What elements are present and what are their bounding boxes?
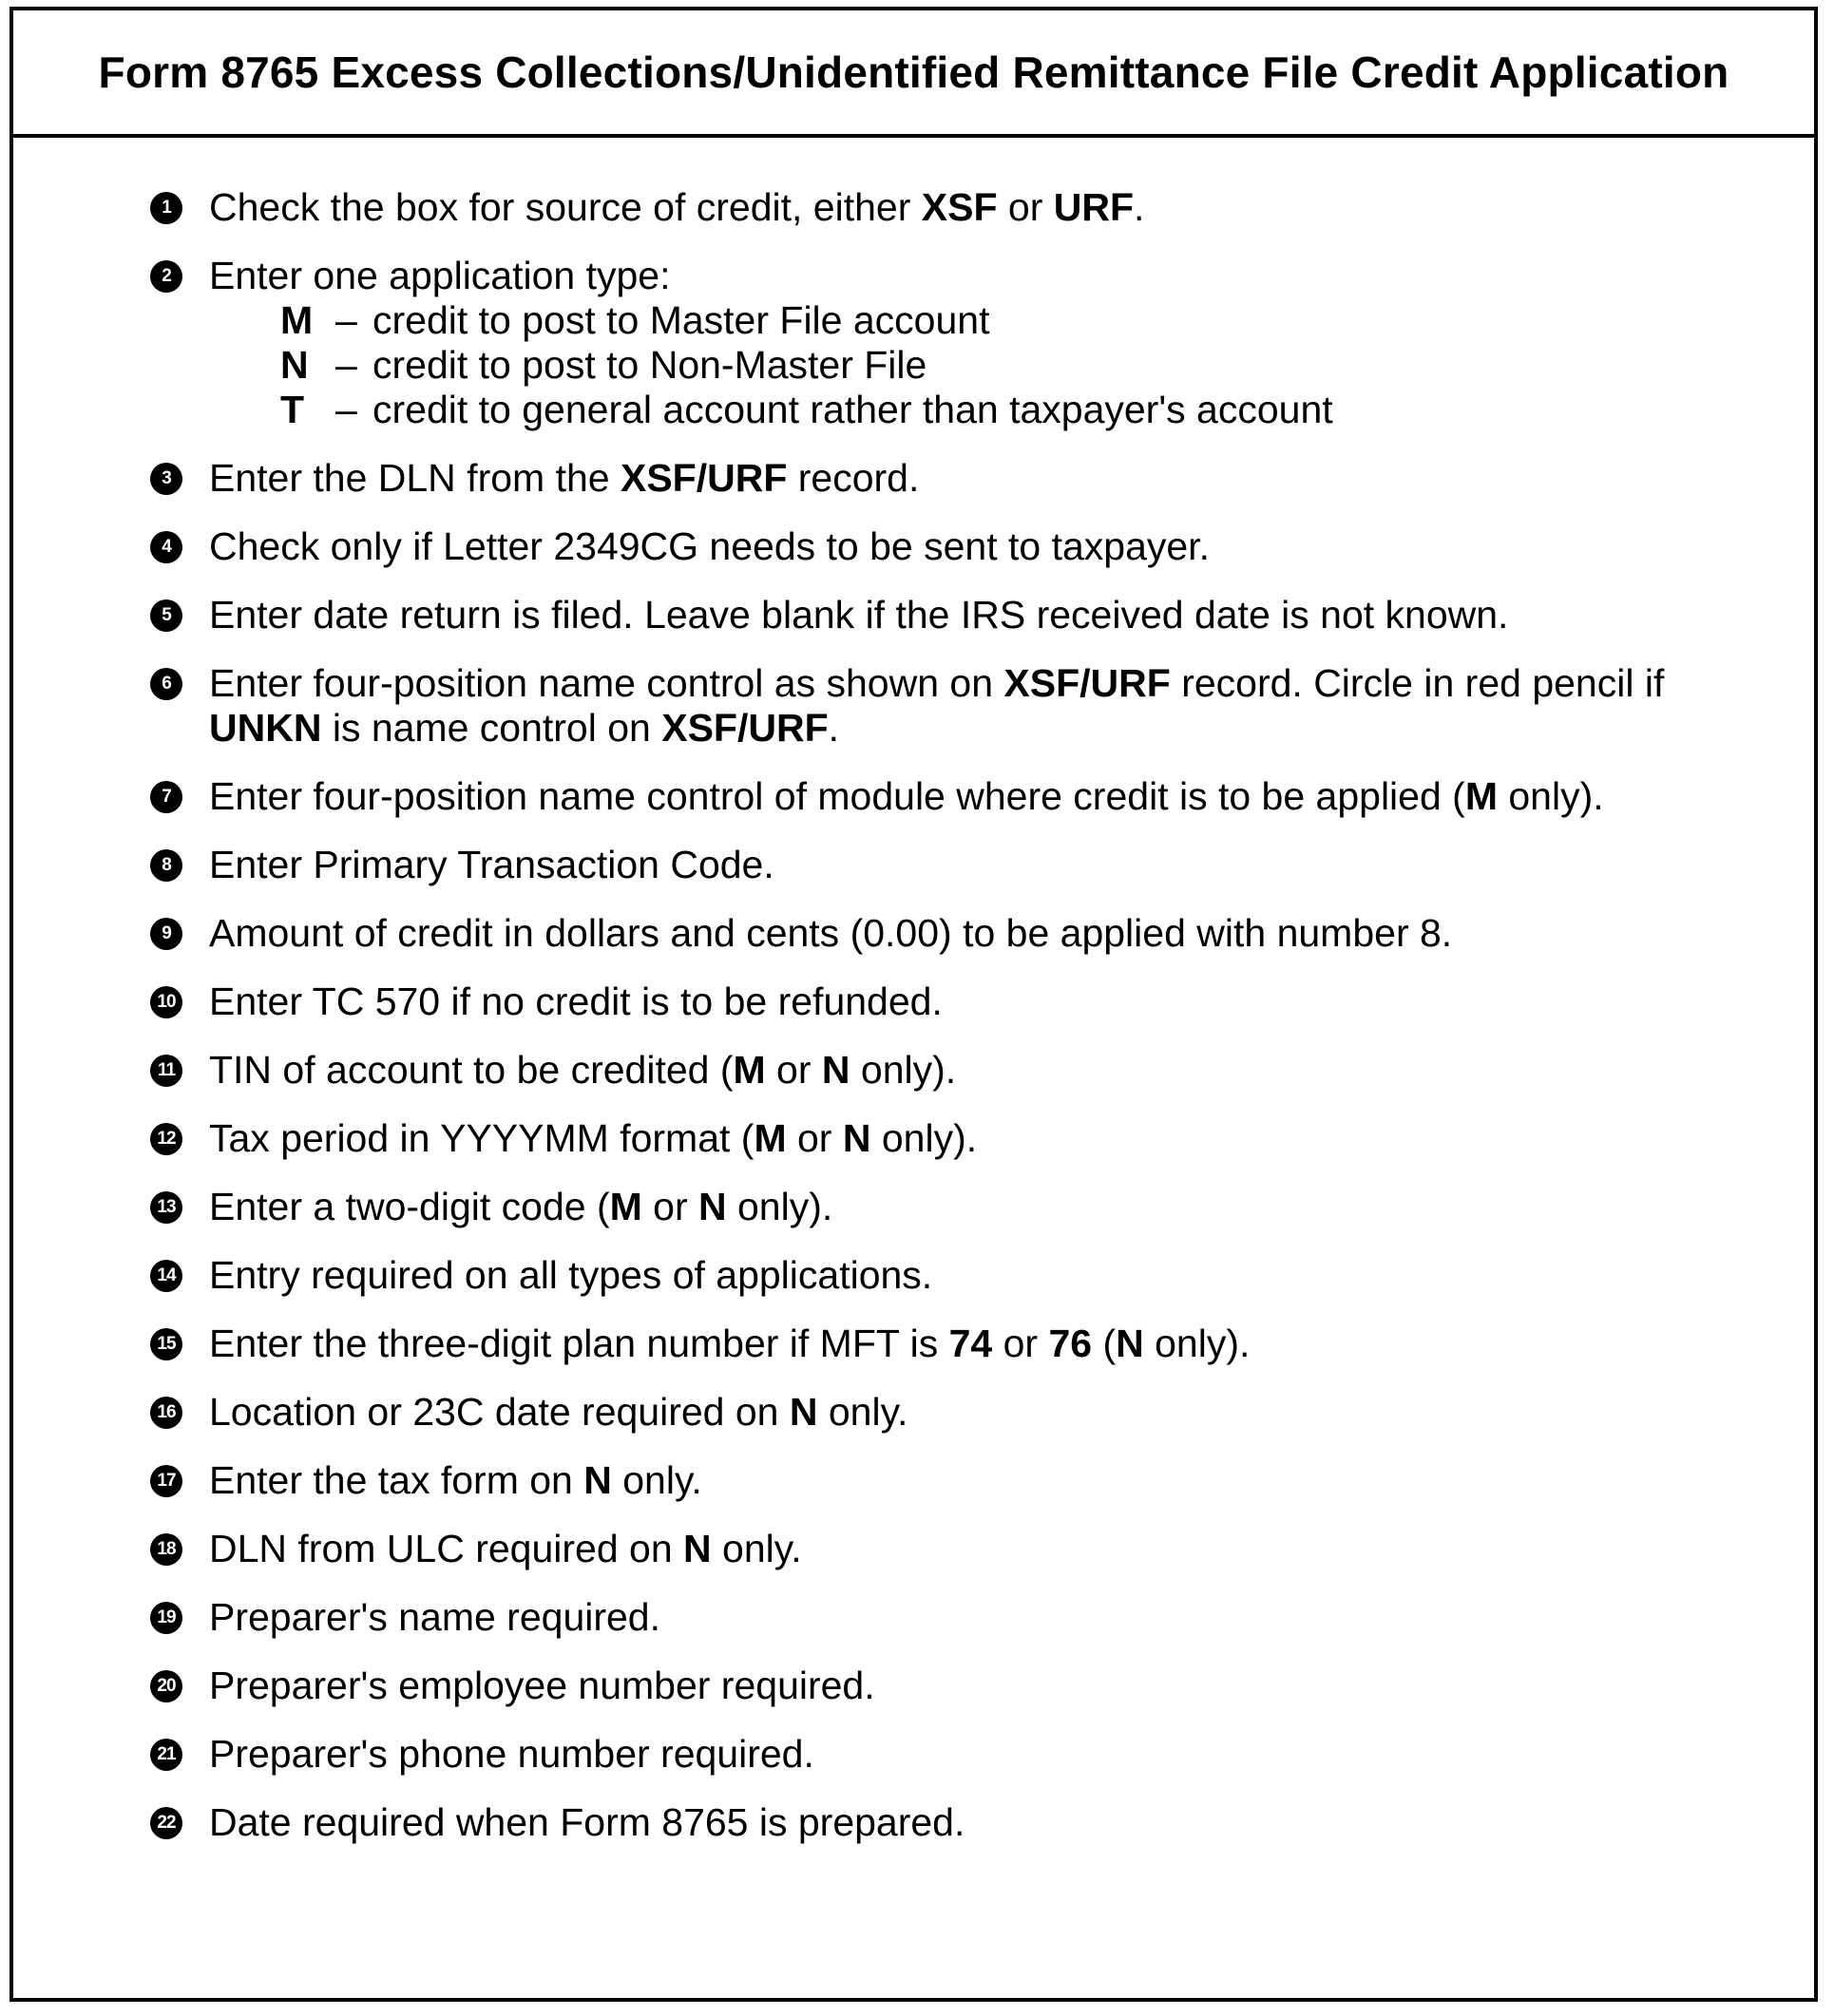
bold-term: N bbox=[821, 1048, 850, 1092]
text-segment: Date required when Form 8765 is prepared. bbox=[209, 1800, 965, 1844]
text-segment: Enter one application type: bbox=[209, 254, 671, 297]
instruction-line bbox=[209, 1664, 1814, 1708]
list-item bbox=[13, 593, 1814, 637]
text-segment: or bbox=[992, 1322, 1049, 1365]
number-badge-icon: 22 bbox=[150, 1807, 182, 1839]
instruction-list bbox=[13, 138, 1814, 1845]
instruction-line bbox=[209, 1800, 1814, 1845]
instruction-line bbox=[209, 1390, 1814, 1435]
list-item bbox=[13, 1390, 1814, 1435]
instruction-line bbox=[209, 254, 1814, 298]
list-item bbox=[13, 456, 1814, 501]
bold-term: N bbox=[698, 1185, 727, 1228]
dash: – bbox=[335, 388, 357, 431]
option-code: N bbox=[280, 343, 309, 387]
list-item bbox=[13, 1185, 1814, 1229]
number-badge-icon: 10 bbox=[150, 986, 182, 1018]
list-item bbox=[13, 774, 1814, 819]
text-segment: Enter the tax form on bbox=[209, 1458, 584, 1502]
bold-term: XSF/URF bbox=[1003, 661, 1171, 705]
instruction-line bbox=[209, 1253, 1814, 1298]
bold-term: N bbox=[683, 1527, 712, 1570]
option-description: credit to post to Non-Master File bbox=[373, 343, 927, 387]
application-type-option bbox=[209, 343, 1814, 388]
text-segment: only). bbox=[870, 1116, 978, 1160]
text-segment: Enter Primary Transaction Code. bbox=[209, 843, 774, 886]
bold-term: N bbox=[583, 1458, 612, 1502]
application-type-option bbox=[209, 298, 1814, 343]
instruction-line bbox=[209, 1048, 1814, 1093]
number-badge-icon: 8 bbox=[150, 849, 182, 882]
list-item bbox=[13, 185, 1814, 230]
instruction-line bbox=[209, 1116, 1814, 1161]
list-item bbox=[13, 843, 1814, 887]
instruction-line bbox=[209, 1322, 1814, 1366]
bold-term: XSF/URF bbox=[620, 456, 788, 500]
instruction-line bbox=[209, 706, 1814, 751]
instruction-line bbox=[209, 774, 1814, 819]
application-type-option bbox=[209, 388, 1814, 432]
text-segment: . bbox=[828, 706, 840, 750]
list-item bbox=[13, 1595, 1814, 1640]
list-item bbox=[13, 1458, 1814, 1503]
list-item bbox=[13, 1253, 1814, 1298]
list-item bbox=[13, 524, 1814, 569]
text-segment: Enter a two-digit code ( bbox=[209, 1185, 610, 1228]
number-badge-icon: 13 bbox=[150, 1191, 182, 1224]
text-segment: only). bbox=[1497, 774, 1604, 818]
text-segment: or bbox=[786, 1116, 843, 1160]
bold-term: UNKN bbox=[209, 706, 322, 750]
option-description: credit to post to Master File account bbox=[373, 298, 990, 342]
bold-term: N bbox=[842, 1116, 871, 1160]
list-item bbox=[13, 1322, 1814, 1366]
text-segment: record. Circle in red pencil if bbox=[1170, 661, 1665, 705]
instruction-line bbox=[209, 1458, 1814, 1503]
text-segment: Location or 23C date required on bbox=[209, 1390, 790, 1434]
list-item bbox=[13, 1664, 1814, 1708]
number-badge-icon: 15 bbox=[150, 1328, 182, 1360]
list-item bbox=[13, 911, 1814, 956]
number-badge-icon: 2 bbox=[150, 260, 182, 293]
text-segment: Preparer's name required. bbox=[209, 1595, 661, 1639]
text-segment: Enter the three-digit plan number if MFT is bbox=[209, 1322, 949, 1365]
text-segment: only. bbox=[817, 1390, 908, 1434]
text-segment: or bbox=[997, 185, 1054, 229]
number-badge-icon: 21 bbox=[150, 1739, 182, 1771]
list-item bbox=[13, 1800, 1814, 1845]
bold-term: XSF/URF bbox=[661, 706, 829, 750]
bold-term: M bbox=[609, 1185, 642, 1228]
bold-term: 74 bbox=[948, 1322, 993, 1365]
text-segment: only. bbox=[711, 1527, 802, 1570]
text-segment: Enter the DLN from the bbox=[209, 456, 621, 500]
text-segment: Preparer's phone number required. bbox=[209, 1732, 814, 1776]
dash: – bbox=[335, 343, 357, 387]
number-badge-icon: 1 bbox=[150, 192, 182, 224]
list-item bbox=[13, 1732, 1814, 1777]
instruction-line bbox=[209, 593, 1814, 637]
instruction-line bbox=[209, 456, 1814, 501]
text-segment: . bbox=[1134, 185, 1145, 229]
text-segment: only. bbox=[611, 1458, 702, 1502]
number-badge-icon: 4 bbox=[150, 531, 182, 563]
instruction-line bbox=[209, 979, 1814, 1024]
list-item bbox=[13, 1048, 1814, 1093]
instruction-line bbox=[209, 185, 1814, 230]
list-item bbox=[13, 254, 1814, 432]
text-segment: Enter four-position name control as shown on bbox=[209, 661, 1004, 705]
number-badge-icon: 3 bbox=[150, 463, 182, 495]
number-badge-icon: 17 bbox=[150, 1465, 182, 1497]
text-segment: Check the box for source of credit, either bbox=[209, 185, 922, 229]
dash: – bbox=[335, 298, 357, 342]
instruction-line bbox=[209, 1527, 1814, 1571]
option-code: T bbox=[280, 388, 305, 431]
instruction-line bbox=[209, 843, 1814, 887]
number-badge-icon: 11 bbox=[150, 1055, 182, 1087]
text-segment: DLN from ULC required on bbox=[209, 1527, 684, 1570]
text-segment: record. bbox=[787, 456, 920, 500]
text-segment: Entry required on all types of applications. bbox=[209, 1253, 933, 1297]
text-segment: ( bbox=[1092, 1322, 1117, 1365]
number-badge-icon: 19 bbox=[150, 1602, 182, 1634]
text-segment: TIN of account to be credited ( bbox=[209, 1048, 734, 1092]
bold-term: N bbox=[1116, 1322, 1144, 1365]
option-description: credit to general account rather than taxpayer's account bbox=[373, 388, 1333, 431]
instruction-line bbox=[209, 911, 1814, 956]
bold-term: M bbox=[733, 1048, 766, 1092]
form-instructions-frame bbox=[10, 7, 1818, 2002]
text-segment: only). bbox=[850, 1048, 957, 1092]
text-segment: Enter four-position name control of module where credit is to be applied ( bbox=[209, 774, 1465, 818]
instruction-line bbox=[209, 661, 1814, 706]
bold-term: M bbox=[1464, 774, 1498, 818]
instruction-line bbox=[209, 1732, 1814, 1777]
page-title: Form 8765 Excess Collections/Unidentified Remittance File Credit Application bbox=[98, 48, 1729, 97]
text-segment: or bbox=[641, 1185, 698, 1228]
text-segment: is name control on bbox=[321, 706, 662, 750]
bold-term: M bbox=[754, 1116, 787, 1160]
text-segment: Preparer's employee number required. bbox=[209, 1664, 875, 1707]
number-badge-icon: 18 bbox=[150, 1533, 182, 1566]
list-item bbox=[13, 979, 1814, 1024]
text-segment: or bbox=[765, 1048, 822, 1092]
text-segment: only). bbox=[726, 1185, 833, 1228]
list-item bbox=[13, 1527, 1814, 1571]
number-badge-icon: 6 bbox=[150, 668, 182, 700]
bold-term: N bbox=[789, 1390, 818, 1434]
number-badge-icon: 16 bbox=[150, 1397, 182, 1429]
text-segment: Check only if Letter 2349CG needs to be sent to taxpayer. bbox=[209, 524, 1210, 568]
header bbox=[13, 10, 1814, 138]
text-segment: Enter TC 570 if no credit is to be refunded. bbox=[209, 979, 943, 1023]
number-badge-icon: 9 bbox=[150, 918, 182, 950]
text-segment: Enter date return is filed. Leave blank if the IRS received date is not known. bbox=[209, 593, 1509, 637]
instruction-line bbox=[209, 1595, 1814, 1640]
number-badge-icon: 7 bbox=[150, 781, 182, 813]
number-badge-icon: 5 bbox=[150, 599, 182, 632]
text-segment: only). bbox=[1143, 1322, 1251, 1365]
text-segment: Tax period in YYYYMM format ( bbox=[209, 1116, 755, 1160]
number-badge-icon: 20 bbox=[150, 1670, 182, 1702]
bold-term: URF bbox=[1053, 185, 1135, 229]
instruction-line bbox=[209, 1185, 1814, 1229]
instruction-line bbox=[209, 524, 1814, 569]
option-code: M bbox=[280, 298, 314, 342]
number-badge-icon: 12 bbox=[150, 1123, 182, 1155]
number-badge-icon: 14 bbox=[150, 1260, 182, 1292]
text-segment: Amount of credit in dollars and cents (0.00) to be applied with number 8. bbox=[209, 911, 1453, 955]
list-item bbox=[13, 1116, 1814, 1161]
bold-term: XSF bbox=[921, 185, 998, 229]
list-item bbox=[13, 661, 1814, 751]
bold-term: 76 bbox=[1048, 1322, 1093, 1365]
